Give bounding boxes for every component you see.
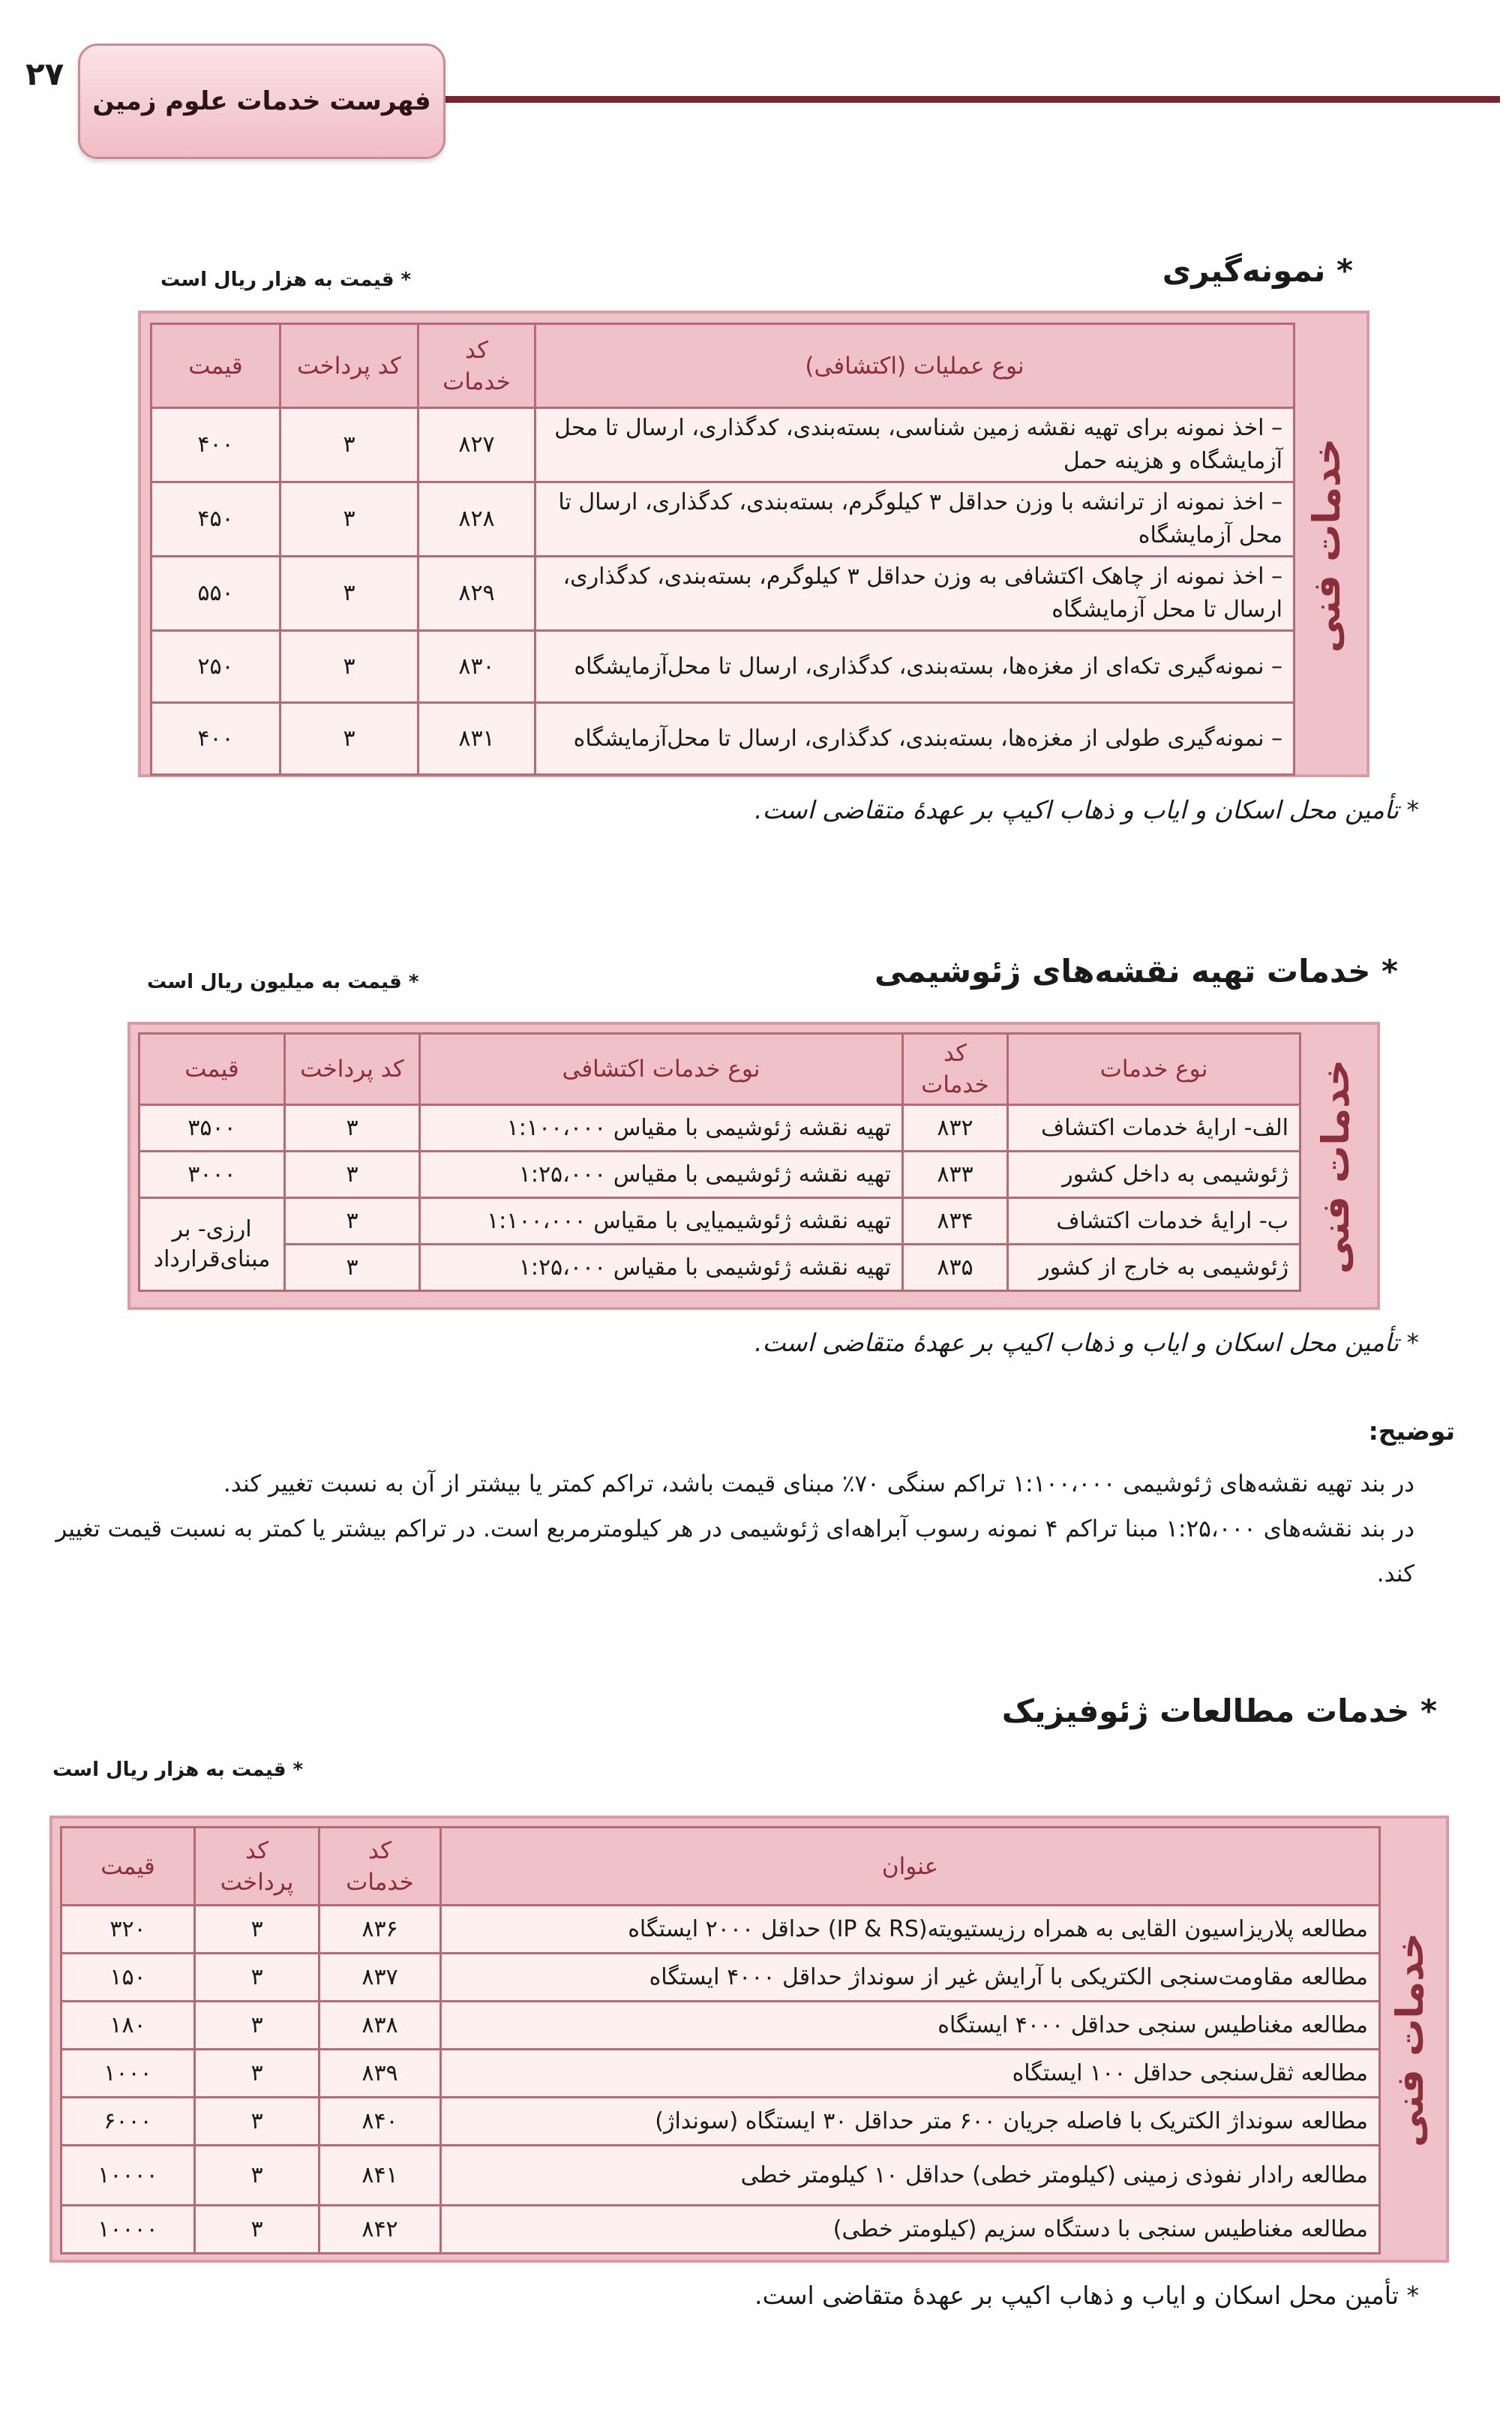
row-title: مطالعه سونداژ الکتریک با فاصله جریان ۶۰۰ متر حداقل ۳۰ ایستگاه (سونداژ) xyxy=(441,2098,1380,2146)
row-price: ۱۵۰ xyxy=(62,1954,195,2002)
row-title: مطالعه پلاریزاسیون القایی به همراه رزیستیویته(IP & RS) حداقل ۲۰۰۰ ایستگاه xyxy=(441,1906,1380,1954)
row-title: مطالعه مقاومت‌سنجی الکتریکی با آرایش غیر از سونداژ حداقل ۴۰۰۰ ایستگاه xyxy=(441,1954,1380,2002)
row-service-code: ۸۴۱ xyxy=(320,2146,441,2206)
col-header-payment-code: کد پرداخت xyxy=(195,1828,320,1906)
geochem-footnote: * تأمین محل اسکان و ایاب و ذهاب اکیپ بر عهدهٔ متقاضی است. xyxy=(754,1328,1419,1357)
row-price: ۳۲۰ xyxy=(62,1906,195,1954)
row-service-code: ۸۳۵ xyxy=(903,1245,1008,1291)
explanation-title: توضیح: xyxy=(1368,1416,1455,1446)
explanation-line: در بند تهیه نقشه‌های ژئوشیمی ۱:۱۰۰،۰۰۰ تراکم سنگی ۷۰٪ مبنای قیمت باشد، تراکم کمتر یا بیشتر از آن به نسبت تغییر کند. xyxy=(223,1470,1414,1497)
row-service-type: ژئوشیمی به خارج از کشور xyxy=(1008,1245,1300,1291)
row-payment-code: ۳ xyxy=(195,1906,320,1954)
table-row xyxy=(140,1198,1300,1245)
geochem-price-note: * قیمت به میلیون ریال است xyxy=(147,971,419,993)
geophys-side-label: خدمات فنی xyxy=(1388,1932,1432,2148)
row-exploration-service: تهیه نقشه ژئوشیمی با مقیاس ۱:۲۵،۰۰۰ xyxy=(420,1152,903,1198)
row-title: مطالعه رادار نفوذی زمینی (کیلومتر خطی) حداقل ۱۰ کیلومتر خطی xyxy=(441,2146,1380,2206)
row-operation: – اخذ نمونه از چاهک اکتشافی به وزن حداقل ۳ کیلوگرم، بسته‌بندی، کدگذاری، ارسال تا محل آزمایشگاه xyxy=(536,557,1294,631)
row-price: ۳۵۰۰ xyxy=(140,1105,285,1152)
table-row xyxy=(62,2098,1380,2146)
col-header-service-type: نوع خدمات xyxy=(1008,1034,1300,1105)
row-payment-code: ۳ xyxy=(280,557,418,631)
row-service-code: ۸۲۸ xyxy=(418,482,536,557)
col-header-payment-code: کد پرداخت xyxy=(280,324,418,408)
row-payment-code: ۳ xyxy=(195,1954,320,2002)
table-row xyxy=(152,557,1294,631)
table-row xyxy=(62,2146,1380,2206)
row-service-code: ۸۳۷ xyxy=(320,1954,441,2002)
row-price: ۱۰۰۰۰ xyxy=(62,2146,195,2206)
row-operation: – اخذ نمونه برای تهیه نقشه زمین شناسی، بسته‌بندی، کدگذاری، ارسال تا محل آزمایشگاه و هزینه حمل xyxy=(536,408,1294,482)
row-operation: – اخذ نمونه از ترانشه با وزن حداقل ۳ کیلوگرم، بسته‌بندی، کدگذاری، ارسال تا محل آزمایشگاه xyxy=(536,482,1294,557)
row-service-code: ۸۳۶ xyxy=(320,1906,441,1954)
row-title: مطالعه ثقل‌سنجی حداقل ۱۰۰ ایستگاه xyxy=(441,2050,1380,2098)
sampling-side-label: خدمات فنی xyxy=(1305,437,1348,653)
col-header-price: قیمت xyxy=(62,1828,195,1906)
sampling-footnote: * تأمین محل اسکان و ایاب و ذهاب اکیپ بر عهدهٔ متقاضی است. xyxy=(754,795,1419,825)
row-price: ۴۰۰ xyxy=(152,703,280,775)
col-header-payment-code: کد پرداخت xyxy=(285,1034,420,1105)
table-row xyxy=(62,2050,1380,2098)
sampling-price-note: * قیمت به هزار ریال است xyxy=(160,269,412,291)
geophys-price-note: * قیمت به هزار ریال است xyxy=(52,1759,304,1781)
page-number: ۲۷ xyxy=(26,56,64,92)
table-row xyxy=(62,1906,1380,1954)
row-operation: – نمونه‌گیری طولی از مغزه‌ها، بسته‌بندی، کدگذاری، ارسال تا محل‌آزمایشگاه xyxy=(536,703,1294,775)
page-title: فهرست خدمات علوم زمین xyxy=(78,44,446,159)
row-price: ۴۵۰ xyxy=(152,482,280,557)
row-price: ۱۸۰ xyxy=(62,2002,195,2050)
col-header-service-code: کد خدمات xyxy=(320,1828,441,1906)
header-rule xyxy=(420,96,1500,103)
row-payment-code: ۳ xyxy=(285,1105,420,1152)
row-price: ۳۰۰۰ xyxy=(140,1152,285,1198)
row-price: ۶۰۰۰ xyxy=(62,2098,195,2146)
row-payment-code: ۳ xyxy=(280,631,418,703)
geophys-footnote: * تأمین محل اسکان و ایاب و ذهاب اکیپ بر عهدهٔ متقاضی است. xyxy=(754,2281,1419,2310)
geochem-title: * خدمات تهیه نقشه‌های ژئوشیمی xyxy=(874,953,1398,990)
row-service-code: ۸۳۰ xyxy=(418,631,536,703)
row-exploration-service: تهیه نقشه ژئوشیمی با مقیاس ۱:۱۰۰،۰۰۰ xyxy=(420,1105,903,1152)
row-price: ۲۵۰ xyxy=(152,631,280,703)
table-row xyxy=(140,1245,1300,1291)
row-price: ۱۰۰۰ xyxy=(62,2050,195,2098)
row-service-type: ژئوشیمی به داخل کشور xyxy=(1008,1152,1300,1198)
row-payment-code: ۳ xyxy=(280,408,418,482)
row-service-code: ۸۲۷ xyxy=(418,408,536,482)
row-price: ۱۰۰۰۰ xyxy=(62,2206,195,2254)
geochem-table xyxy=(138,1032,1301,1292)
row-payment-code: ۳ xyxy=(280,482,418,557)
row-price: ۵۵۰ xyxy=(152,557,280,631)
col-header-service-code: کد خدمات xyxy=(418,324,536,408)
row-price: ارزی- بر مبنای‌قرارداد xyxy=(140,1198,285,1291)
table-row xyxy=(62,1954,1380,2002)
row-service-code: ۸۲۹ xyxy=(418,557,536,631)
row-payment-code: ۳ xyxy=(195,2098,320,2146)
row-price: ۴۰۰ xyxy=(152,408,280,482)
row-operation: – نمونه‌گیری تکه‌ای از مغزه‌ها، بسته‌بندی، کدگذاری، ارسال تا محل‌آزمایشگاه xyxy=(536,631,1294,703)
row-payment-code: ۳ xyxy=(285,1198,420,1245)
table-row xyxy=(152,408,1294,482)
row-service-code: ۸۴۲ xyxy=(320,2206,441,2254)
geochem-side-label: خدمات فنی xyxy=(1314,1059,1358,1275)
row-service-code: ۸۳۸ xyxy=(320,2002,441,2050)
col-header-exploration-service: نوع خدمات اکتشافی xyxy=(420,1034,903,1105)
row-payment-code: ۳ xyxy=(195,2146,320,2206)
table-row xyxy=(62,2002,1380,2050)
row-title: مطالعه مغناطیس سنجی با دستگاه سزیم (کیلومتر خطی) xyxy=(441,2206,1380,2254)
geophys-table xyxy=(60,1826,1381,2254)
col-header-operation: نوع عملیات (اکتشافی) xyxy=(536,324,1294,408)
row-payment-code: ۳ xyxy=(195,2050,320,2098)
row-exploration-service: تهیه نقشه ژئوشیمی با مقیاس ۱:۲۵،۰۰۰ xyxy=(420,1245,903,1291)
col-header-title: عنوان xyxy=(441,1828,1380,1906)
row-service-code: ۸۳۱ xyxy=(418,703,536,775)
row-title: مطالعه مغناطیس سنجی حداقل ۴۰۰۰ ایستگاه xyxy=(441,2002,1380,2050)
col-header-price: قیمت xyxy=(140,1034,285,1105)
row-exploration-service: تهیه نقشه ژئوشیمیایی با مقیاس ۱:۱۰۰،۰۰۰ xyxy=(420,1198,903,1245)
row-payment-code: ۳ xyxy=(195,2002,320,2050)
row-payment-code: ۳ xyxy=(285,1152,420,1198)
explanation-line: در بند نقشه‌های ۱:۲۵،۰۰۰ مبنا تراکم ۴ نمونه رسوب آبراهه‌ای ژئوشیمی در هر کیلومترمربع است. در تراکم بیشتر یا کمتر به نسبت قیمت تغییر کند. xyxy=(56,1515,1414,1587)
sampling-table xyxy=(150,323,1295,776)
row-service-code: ۸۳۳ xyxy=(903,1152,1008,1198)
row-payment-code: ۳ xyxy=(285,1245,420,1291)
table-row xyxy=(62,2206,1380,2254)
row-service-type: الف- ارایهٔ خدمات اکتشاف xyxy=(1008,1105,1300,1152)
col-header-price: قیمت xyxy=(152,324,280,408)
table-row xyxy=(140,1152,1300,1198)
row-payment-code: ۳ xyxy=(195,2206,320,2254)
sampling-title: * نمونه‌گیری xyxy=(1162,252,1353,289)
table-row xyxy=(140,1105,1300,1152)
table-row xyxy=(152,631,1294,703)
table-row xyxy=(152,482,1294,557)
table-row xyxy=(152,703,1294,775)
row-service-code: ۸۳۲ xyxy=(903,1105,1008,1152)
row-service-code: ۸۴۰ xyxy=(320,2098,441,2146)
col-header-service-code: کد خدمات xyxy=(903,1034,1008,1105)
row-service-type: ب- ارایهٔ خدمات اکتشاف xyxy=(1008,1198,1300,1245)
row-payment-code: ۳ xyxy=(280,703,418,775)
row-service-code: ۸۳۴ xyxy=(903,1198,1008,1245)
geophys-title: * خدمات مطالعات ژئوفیزیک xyxy=(1001,1693,1437,1729)
row-service-code: ۸۳۹ xyxy=(320,2050,441,2098)
